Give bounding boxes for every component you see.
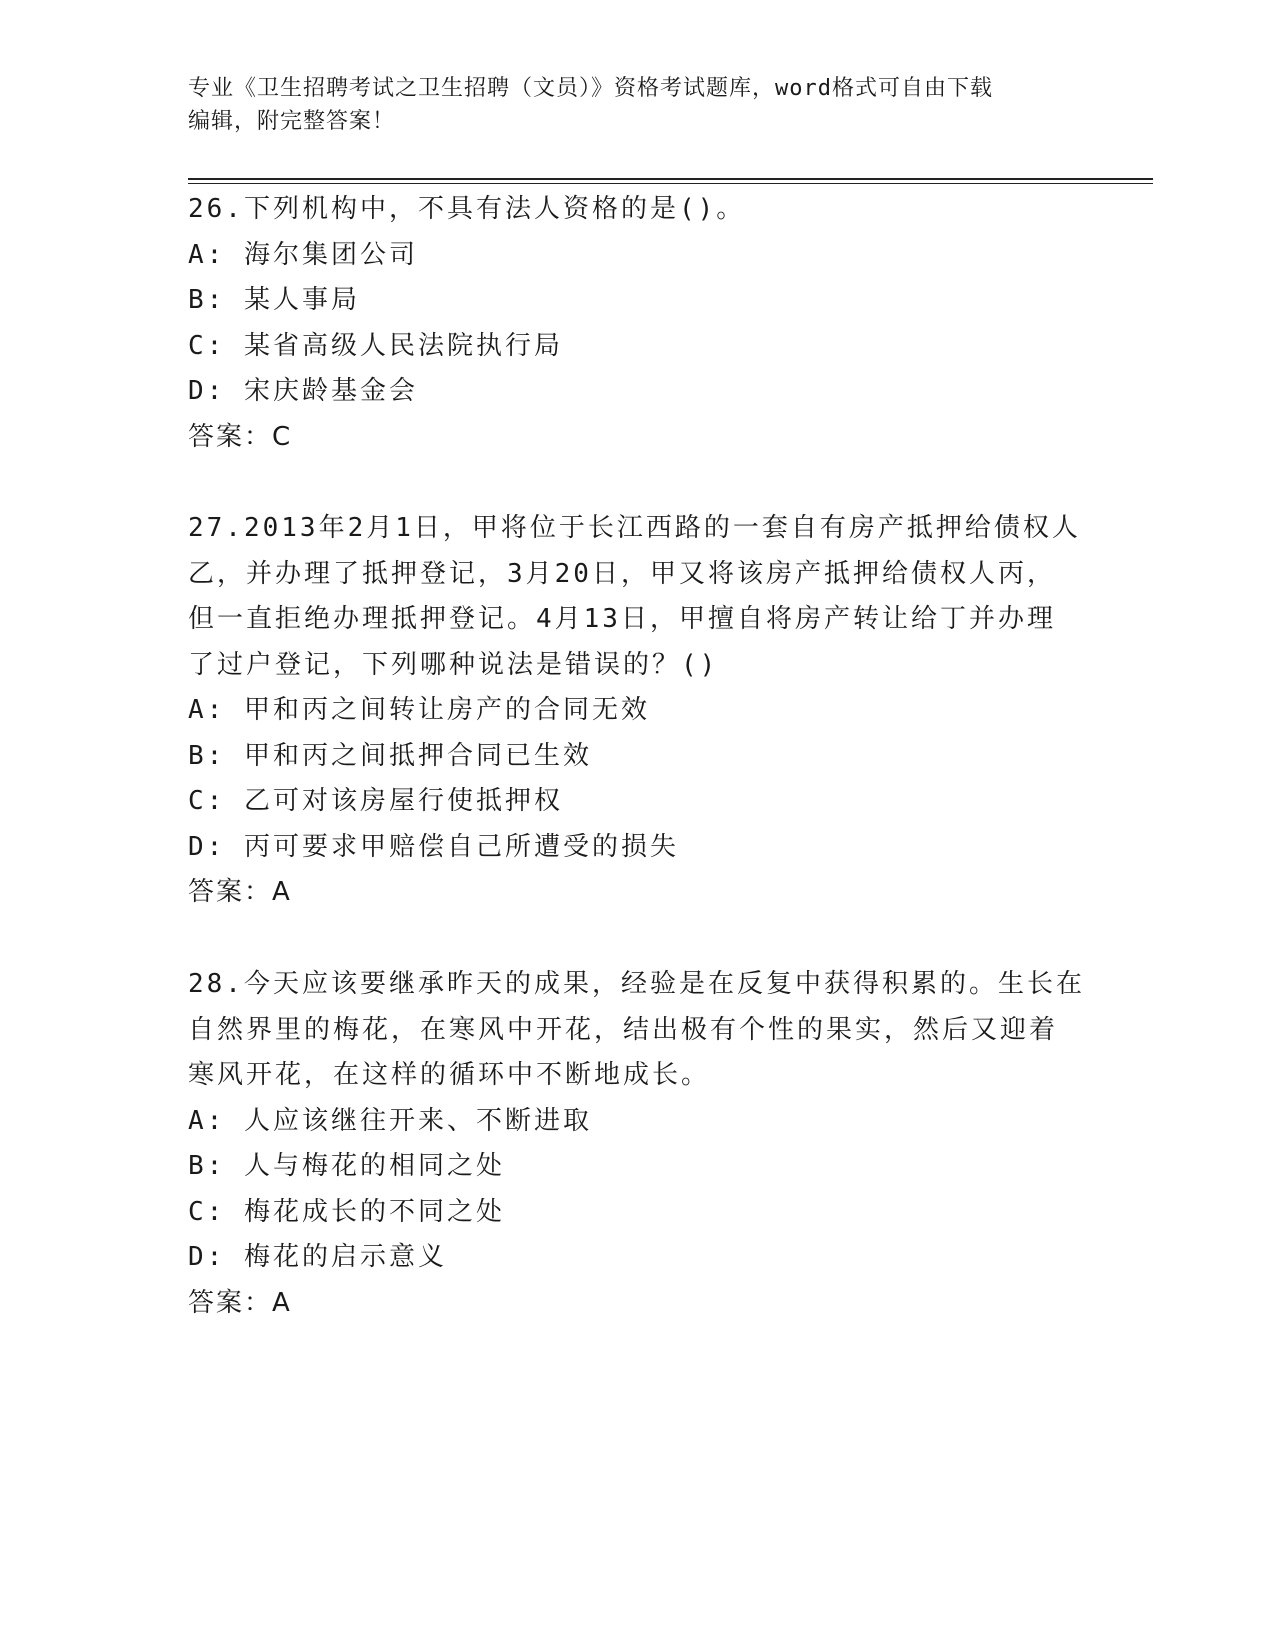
question-stem-line: 26.下列机构中，不具有法人资格的是()。 [188,194,746,224]
option-d: D: 丙可要求甲赔偿自己所遭受的损失 [188,831,679,862]
answer: 答案：C [188,421,293,452]
question-stem-line: 了过户登记，下列哪种说法是错误的？() [188,649,719,680]
option-a: A: 甲和丙之间转让房产的合同无效 [188,695,650,725]
option-a: A: 人应该继往开来、不断进取 [188,1105,592,1136]
question-stem-line: 寒风开花，在这样的循环中不断地成长。 [188,1060,711,1090]
header-line-1: 专业《卫生招聘考试之卫生招聘（文员）》资格考试题库，word格式可自由下载 [188,76,993,101]
option-d: D: 梅花的启示意义 [188,1242,447,1272]
option-c: C: 乙可对该房屋行使抵押权 [188,786,563,816]
question-stem-line: 28.今天应该要继承昨天的成果，经验是在反复中获得积累的。生长在 [188,969,1085,999]
question-stem-line: 乙，并办理了抵押登记，3月20日，甲又将该房产抵押给债权人丙， [188,558,1056,589]
option-c: C: 梅花成长的不同之处 [188,1196,505,1227]
option-b: B: 甲和丙之间抵押合同已生效 [188,740,592,771]
question-stem-line: 27.2013年2月1日，甲将位于长江西路的一套自有房产抵押给债权人 [188,513,1081,543]
option-b: B: 某人事局 [188,285,360,315]
option-d: D: 宋庆龄基金会 [188,376,418,406]
question-27 [188,506,1088,916]
document-header [188,72,1088,138]
header-line-2: 编辑，附完整答案！ [188,109,396,134]
option-c: C: 某省高级人民法院执行局 [188,330,563,361]
header-divider-thin [188,183,1153,184]
question-stem-line: 自然界里的梅花，在寒风中开花，结出极有个性的果实，然后又迎着 [188,1014,1059,1045]
answer: 答案：A [188,1287,292,1318]
question-28 [188,962,1088,1326]
question-26 [188,187,1088,460]
answer: 答案：A [188,877,292,907]
question-stem-line: 但一直拒绝办理抵押登记。4月13日，甲擅自将房产转让给丁并办理 [188,604,1056,634]
option-b: B: 人与梅花的相同之处 [188,1151,505,1181]
header-divider-thick [188,178,1153,180]
option-a: A: 海尔集团公司 [188,239,418,270]
